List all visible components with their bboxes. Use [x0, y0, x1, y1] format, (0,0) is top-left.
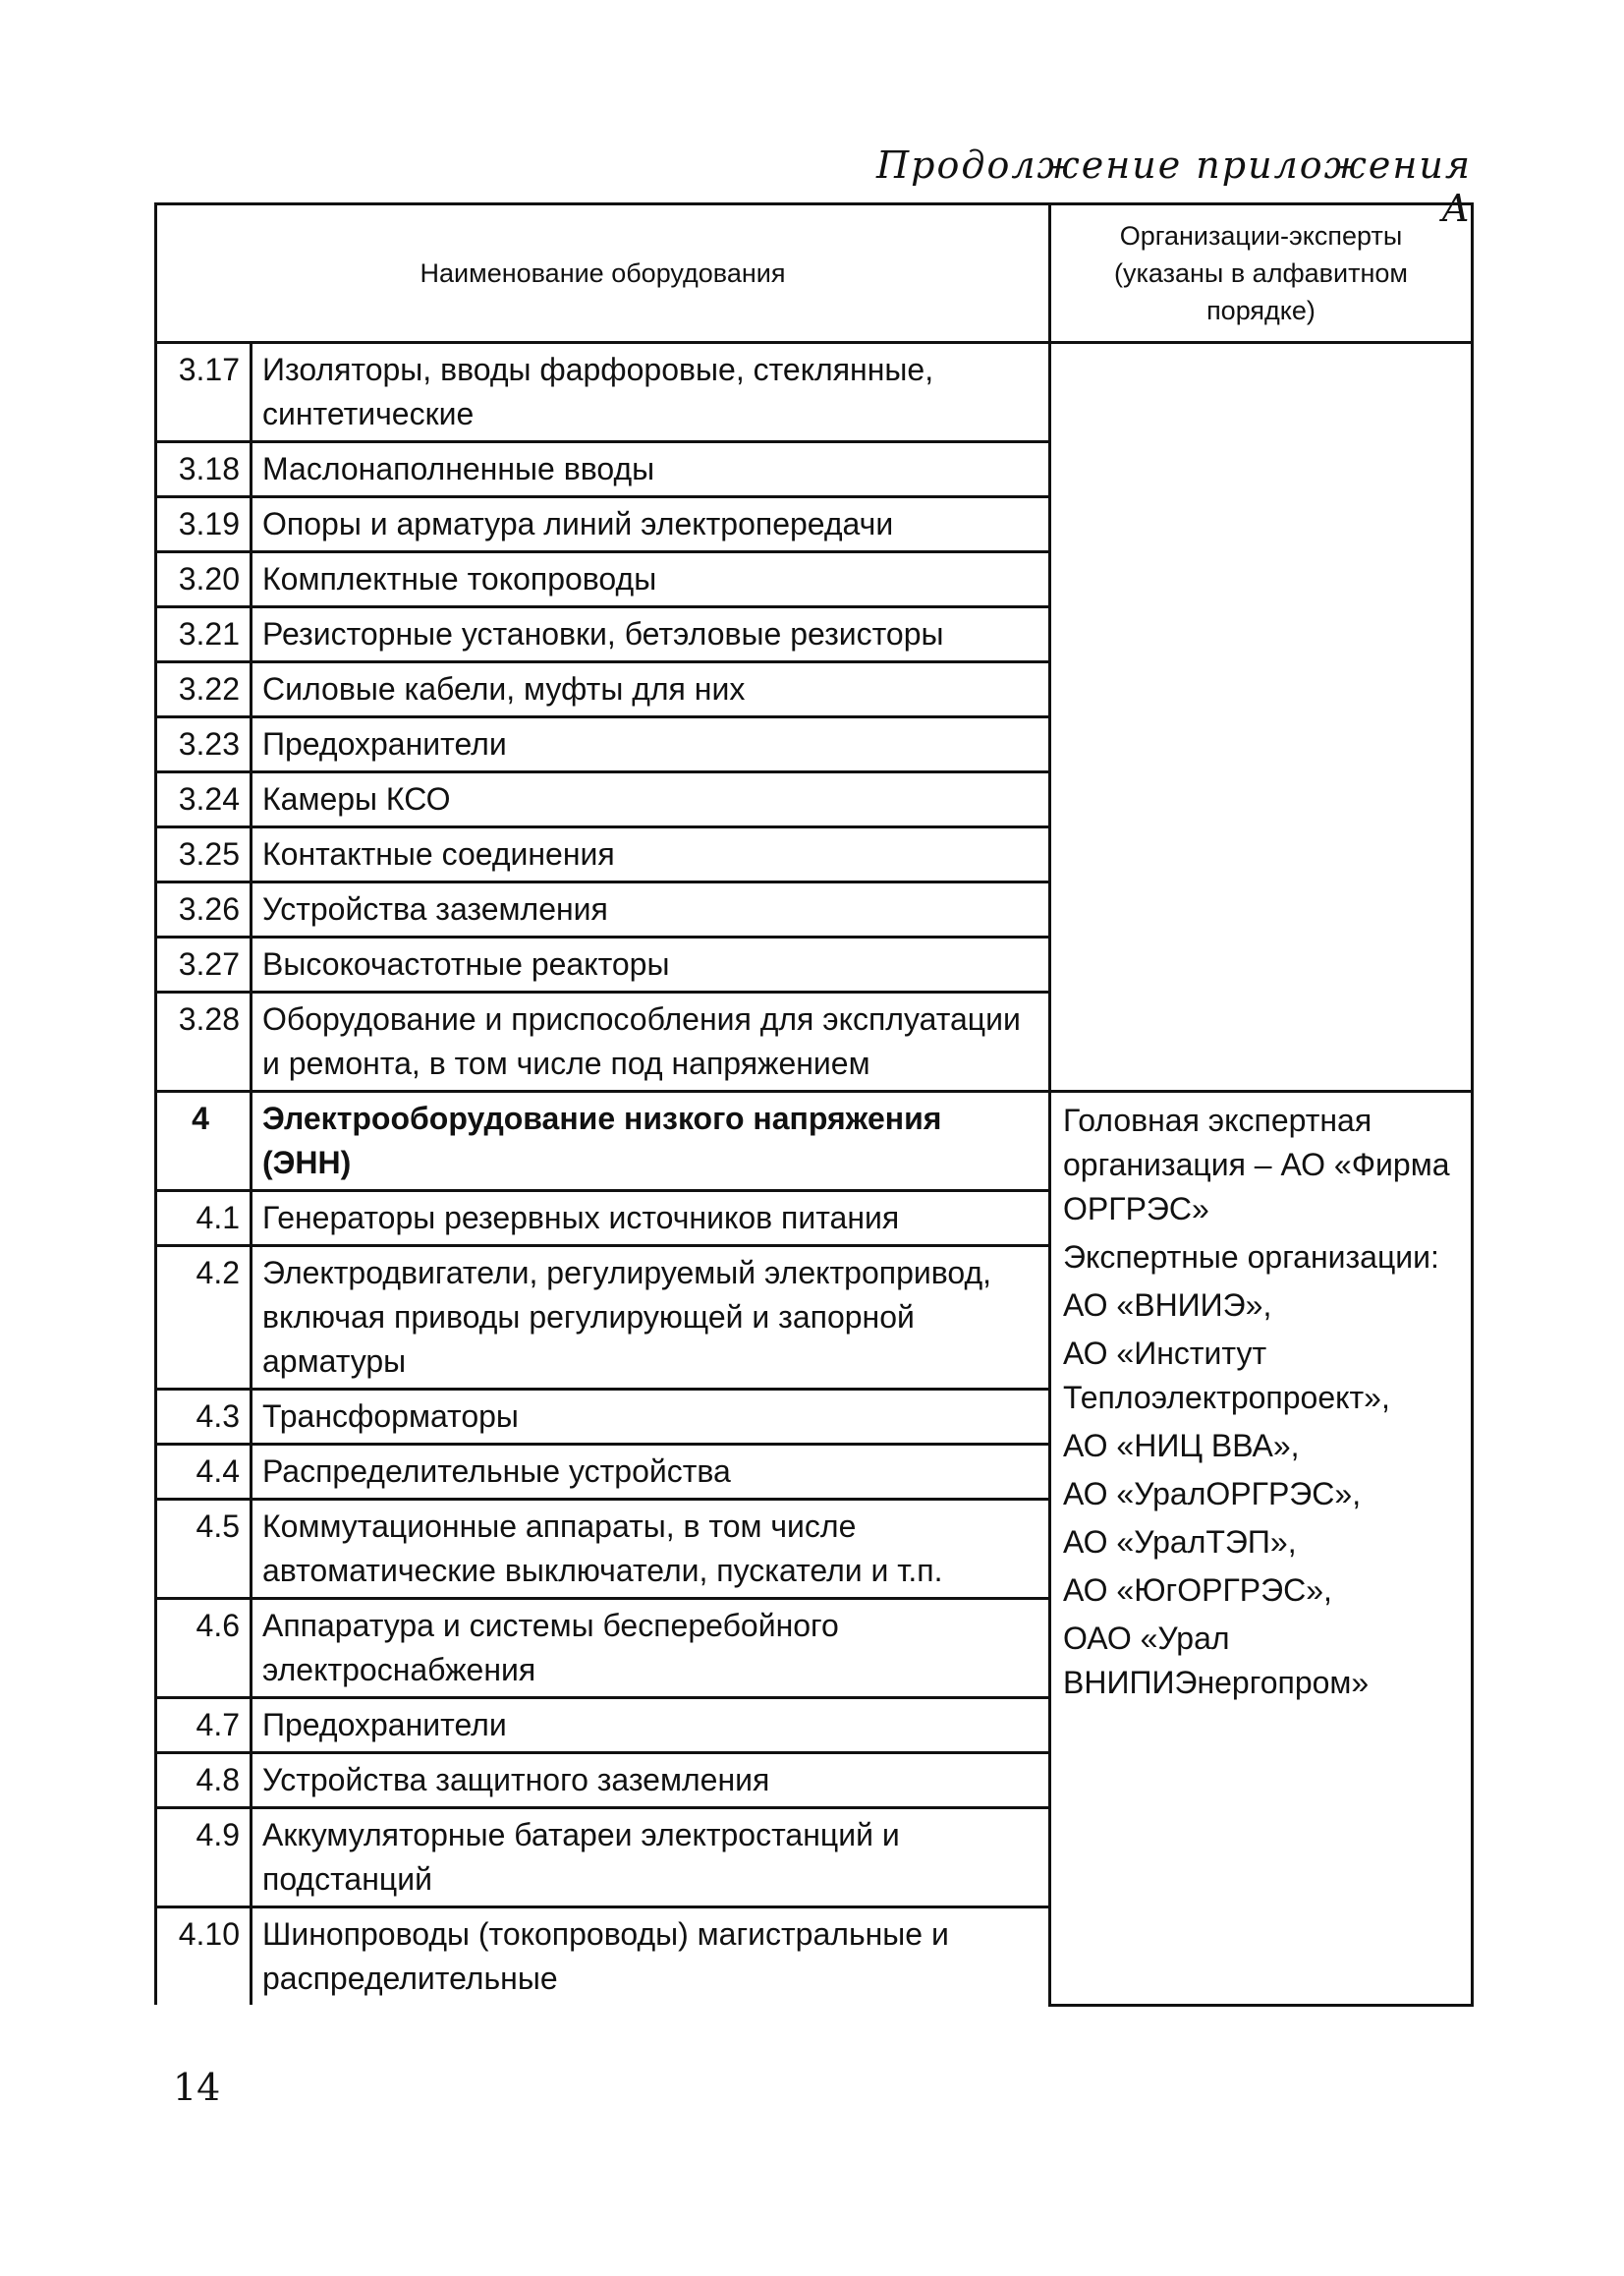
column-header-equipment-name: Наименование оборудования — [156, 204, 1050, 343]
item-number: 4.2 — [156, 1246, 252, 1390]
item-name: Коммутационные аппараты, в том числе автоматические выключатели, пускатели и т.п. — [252, 1500, 1050, 1599]
item-name: Силовые кабели, муфты для них — [252, 662, 1050, 717]
item-number: 4.9 — [156, 1808, 252, 1907]
expert-organizations-cell — [1050, 1092, 1473, 2006]
item-name: Распределительные устройства — [252, 1445, 1050, 1500]
item-number: 3.17 — [156, 343, 252, 442]
column-header-expert-organizations: Организации-эксперты (указаны в алфавитном порядке) — [1050, 204, 1473, 343]
item-number: 4.6 — [156, 1599, 252, 1698]
item-name: Маслонаполненные вводы — [252, 442, 1050, 497]
item-name: Трансформаторы — [252, 1390, 1050, 1445]
item-name: Предохранители — [252, 717, 1050, 772]
page-number: 14 — [173, 2066, 221, 2109]
item-number: 3.25 — [156, 827, 252, 882]
section-number: 4 — [156, 1092, 252, 1191]
organization-item: АО «НИЦ ВВА», — [1063, 1428, 1300, 1463]
section-title: Электрооборудование низкого напряжения (ЭНН) — [252, 1092, 1050, 1191]
item-number: 3.26 — [156, 882, 252, 938]
item-number: 3.27 — [156, 938, 252, 993]
item-name: Комплектные токопроводы — [252, 552, 1050, 607]
lead-organization: Головная экспертная организация – АО «Фирма ОРГРЭС» — [1063, 1103, 1450, 1226]
item-number: 3.19 — [156, 497, 252, 552]
table-header-row — [156, 204, 1473, 343]
section-row — [156, 1092, 1473, 1191]
table-row — [156, 343, 1473, 442]
item-name: Предохранители — [252, 1698, 1050, 1753]
item-name: Контактные соединения — [252, 827, 1050, 882]
item-name: Резисторные установки, бетэловые резисторы — [252, 607, 1050, 662]
expert-organizations-cell-empty — [1050, 343, 1473, 1092]
item-name: Опоры и арматура линий электропередачи — [252, 497, 1050, 552]
item-name: Электродвигатели, регулируемый электропривод, включая приводы регулирующей и запорной арматуры — [252, 1246, 1050, 1390]
item-number: 3.20 — [156, 552, 252, 607]
item-name: Шинопроводы (токопроводы) магистральные и распределительные — [252, 1907, 1050, 2006]
item-name: Аккумуляторные батареи электростанций и подстанций — [252, 1808, 1050, 1907]
item-name: Оборудование и приспособления для эксплуатации и ремонта, в том числе под напряжением — [252, 993, 1050, 1092]
item-name: Устройства заземления — [252, 882, 1050, 938]
organization-item: АО «УралТЭП», — [1063, 1524, 1297, 1560]
equipment-table — [154, 202, 1474, 2007]
organization-item: ОАО «Урал ВНИПИЭнергопром» — [1063, 1621, 1370, 1700]
item-name: Устройства защитного заземления — [252, 1753, 1050, 1808]
item-number: 4.3 — [156, 1390, 252, 1445]
item-number: 4.1 — [156, 1191, 252, 1246]
organization-item: АО «УралОРГРЭС», — [1063, 1476, 1362, 1511]
item-name: Генераторы резервных источников питания — [252, 1191, 1050, 1246]
item-number: 3.23 — [156, 717, 252, 772]
item-number: 3.28 — [156, 993, 252, 1092]
expert-organizations-label: Экспертные организации: — [1063, 1239, 1439, 1275]
item-number: 3.18 — [156, 442, 252, 497]
organization-item: АО «ВНИИЭ», — [1063, 1287, 1272, 1323]
item-name: Высокочастотные реакторы — [252, 938, 1050, 993]
organization-item: АО «Институт Теплоэлектропроект», — [1063, 1336, 1390, 1415]
organization-item: АО «ЮгОРГРЭС», — [1063, 1572, 1332, 1608]
item-number: 3.21 — [156, 607, 252, 662]
table-body — [156, 343, 1473, 2006]
item-number: 3.24 — [156, 772, 252, 827]
item-number: 4.5 — [156, 1500, 252, 1599]
item-name: Камеры КСО — [252, 772, 1050, 827]
item-name: Аппаратура и системы бесперебойного электроснабжения — [252, 1599, 1050, 1698]
item-name: Изоляторы, вводы фарфоровые, стеклянные, синтетические — [252, 343, 1050, 442]
item-number: 4.4 — [156, 1445, 252, 1500]
item-number: 4.7 — [156, 1698, 252, 1753]
item-number: 3.22 — [156, 662, 252, 717]
item-number: 4.10 — [156, 1907, 252, 2006]
item-number: 4.8 — [156, 1753, 252, 1808]
continuation-caption: Продолжение приложения А — [876, 143, 1472, 230]
